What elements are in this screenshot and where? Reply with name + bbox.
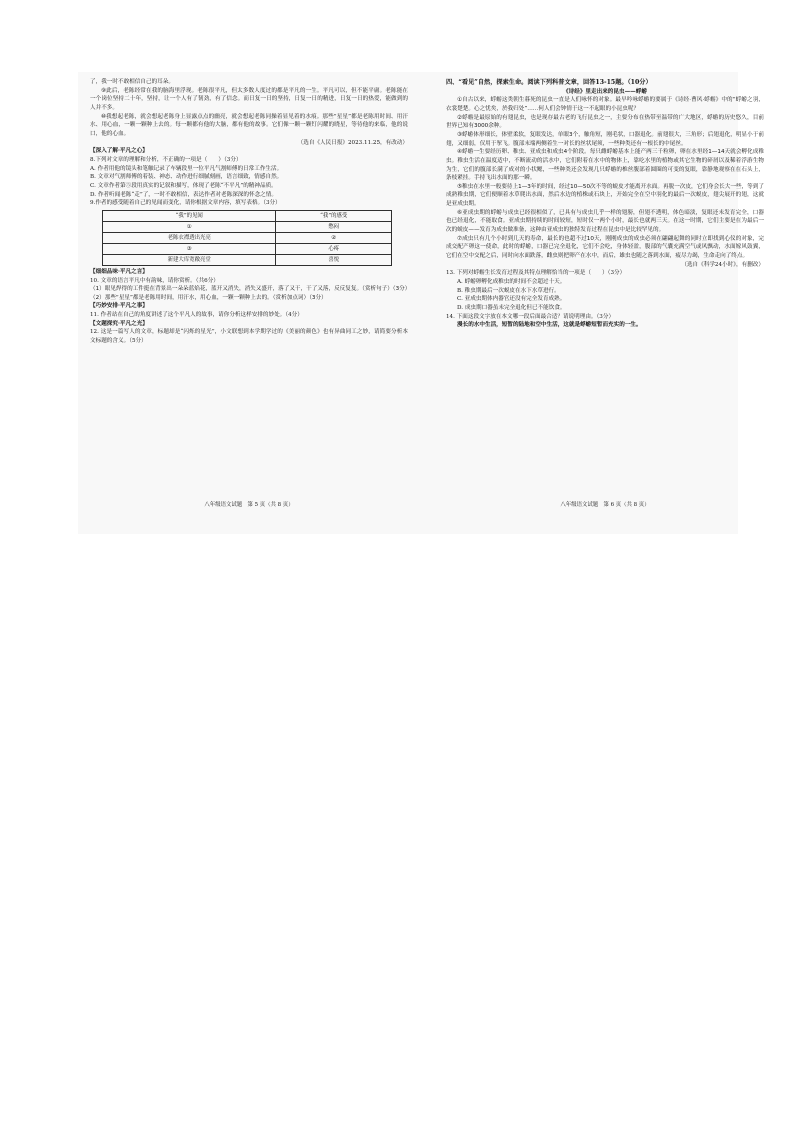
section-heading: 【文题探究·平凡之光】 — [90, 320, 148, 327]
option-a: A. 作者用他的镜头和笔触记录了车辆段里一位平凡气割师傅的日常工作生活。 — [90, 165, 283, 172]
table-cell[interactable]: ② — [276, 232, 392, 243]
paragraph: 了，我一时不敢相信自己的耳朵。 — [90, 79, 174, 85]
paragraph-6: ⑥亚成虫期的蜉蝣与成虫已经很相似了，已具有与成虫几乎一样的翅膀，但翅不透明，体色暗淡，复眼还未发育完全，口器也已经退化，不能取食。亚成虫期持续的时间较短，短时仅一两个小时，最长也就两三天。在这一时期，它们主要是在为最后一次的蜕皮——发育为成虫做准备，这种由亚成虫的独特发育过程在昆虫中是比较罕见的。 — [446, 209, 764, 234]
question-14: 14. 下面这段文字放在本文哪一段后面最合适？请说明理由。（3分） — [446, 313, 615, 320]
table-cell[interactable]: ① — [103, 221, 276, 232]
article-title: 《诗经》里走出来的昆虫——蜉蝣 — [563, 88, 647, 95]
paragraph-2: ②蜉蝣是最原始的有翅昆虫，也是现存最古老的飞行昆虫之一，主要分布在热带至温带的广大地区，蜉蝣的历史悠久，目前世界已知有3000余种。 — [446, 114, 764, 130]
section-heading: 【巧妙安排·平凡之事】 — [90, 303, 148, 310]
question-13: 13. 下列对蜉蝣生长发育过程及其特点理解恰当的一项是（ ）（3分） — [446, 270, 626, 277]
table-cell: 老陈衣襟透出光亮 — [103, 232, 276, 243]
question-9: 9.作者的感受随着自己的见闻而变化，请你根据文章内容，填写表格。（3分） — [90, 200, 281, 207]
option-c: C. 文章作者第⑤段用真实的记叙和描写，体现了老陈“不平凡”的精神品质。 — [90, 182, 277, 189]
table-header-row — [103, 210, 392, 221]
section-heading: 【细细品味·平凡之言】 — [90, 268, 148, 275]
table-header-cell: “我”的感受 — [276, 210, 392, 221]
quote-text: 漫长的水中生活，短暂的陆地和空中生活，这就是蜉蝣短暂而充实的一生。 — [457, 322, 642, 329]
page-footer: 八年级语文试题 第 6 页（共 8 页） — [560, 502, 650, 508]
paragraph-3: ③蜉蝣体形细长，体壁柔软，复眼发达，单眼3个，触角短，刚毛状，口器退化。前翅很大，三角形；后翅退化，明显小于前翅，又细弱，仅用于挈飞。腹部末端两侧着生一对长的丝状尾须，一些种类还有一根长的中尾丝。 — [446, 131, 764, 147]
right-page — [446, 78, 764, 330]
section-title: 四、“看见”自然，探索生命。阅读下列科普文章，回答13-15题。（10分） — [446, 79, 652, 86]
paragraph-5: ⑤稚虫在水里一般要待上1—3年的时间，经过10—50次不等的蜕皮才能离开水面。再脱一次皮，它们身会长大一些，等到了成熟稚虫期，它们便顺着水草爬出水面，然后水边的植株或石块上，开始完全在空中羽化的最后一次蜕皮，翅尖展开的翅，这就是亚成虫期。 — [446, 183, 764, 208]
question-8: 8.下列对文章的理解和分析，不正确的一项是（ ）（3分） — [90, 156, 242, 163]
source-note: （选自《人民日报》2023.11.25，有改动） — [297, 139, 408, 146]
paragraph-9: ⑨此后，老陈经常在我的脑海里浮现。老陈很平凡，但太多数人度过的都是平凡的一生。平凡可以，但不能平庸。老陈能在一个岗位坚持二十年，坚持，让一个人有了韧劲，有了信念。而日复一日的坚持，日复一日的精进，日复一日的热爱，能做到的人并不多。 — [90, 87, 408, 111]
option-b: B. 稚虫期最后一次蜕皮在水下水草进行。 — [457, 287, 560, 294]
source-note: （选自《科学24小时》，有删改） — [681, 261, 764, 268]
table-cell: 憋闷 — [276, 221, 392, 232]
question-12: 12. 这是一篇写人的文章，标题却是“闪烁的星光”，小文联想到本学期学过的《美丽的颜色》也有异曲同工之妙，请简要分析本文标题的含义。（5分） — [90, 329, 408, 345]
left-page — [90, 78, 411, 346]
page-footer: 八年级语文试题 第 5 页（共 8 页） — [204, 502, 294, 508]
question-10: 10. 文章的语言平凡中有韵味，请你赏析。（共6分） — [90, 277, 219, 284]
table-cell: 喜悦 — [276, 254, 392, 265]
paragraph-7: ⑦成虫只有几个小时到几天的寿命，最长的也超不过10天，刚刚成虫的成虫必须在翩翩起舞的同时立即找到心仪的对象，完成交配产卵这一使命，此时的蜉蝣，口器已完全退化，它们不会吃，身体轻盈，腹部的气囊充满空气或风飘动，水面嫁风鼓翼，它们在空中交配之后，同时向水面跌落，雌虫则把卵产在水中，而后，雄虫也随之落到水面，疲尽力竭，生命走向了终点。 — [446, 235, 764, 260]
paragraph-4: ④蜉蝣一生要经历卵、稚虫、亚成虫和成虫4个阶段。每只雌蜉蝣基本上能产两三千粒卵，卵在水里经1—14天就会孵化成稚虫。稚虫生活在温度适中，不断流动的活水中，它们附着在水中的物体上，靠吃水里的植物或其它生物的碎屑以及稀着浮游生物为生，它们的腹部长满了成对的小状鳃，一些种类还会发现几只蜉蝣的椎丝腹部着圆圈的可变的复眼，靠静地观察在在石头上，条枝紧挂。手持飞出水面的那一瞬。 — [446, 149, 764, 182]
table-row — [103, 254, 392, 265]
question-10-1: （1）眼见焊得的工件挺在背景出一朵朵蓝焰花，蓝开又消失，消失又盛开，落了又干，干了又落，反反复复。（赏析句子）（3分） — [90, 286, 411, 293]
table-cell: 新建大库宽敞亮堂 — [103, 254, 276, 265]
paragraph-10: ⑩我想起老陈，就会想起老陈身上显露点点的幽亮，就会想起老陈同操着显见着的水痕。那些“星星”都是老陈用时间、用汗水、用心血，一颗一颗种上去的。每一颗都有他的大脑，都有他的故事。它们像一颗一颗钉闪耀的晓星，等待他的来临，他的说口，他的心血。 — [90, 113, 408, 137]
question-11: 11. 作者站在自己的角度讲述了这个平凡人的故事，请你分析这样安排的妙处。（4分） — [90, 312, 303, 319]
exam-sheet — [78, 72, 764, 534]
feeling-table — [102, 210, 392, 266]
table-cell: 心疼 — [276, 243, 392, 254]
option-d: D. 作者听闻老陈“走”了，一时不敢相信，表达作者对老陈深深的怀念之情。 — [90, 191, 277, 198]
table-row — [103, 243, 392, 254]
option-d: D. 成虫期口器虽未完全退化但已不能饮食。 — [457, 305, 566, 312]
option-c: C. 亚成虫期体内器官还没有完全发育成熟。 — [457, 296, 566, 303]
table-row — [103, 232, 392, 243]
table-header-cell: “我”的见闻 — [103, 210, 276, 221]
table-cell[interactable]: ③ — [103, 243, 276, 254]
section-heading: 【深入了解·平凡之心】 — [90, 148, 148, 155]
paragraph-1: ①自古以来，蜉蝣这类朝生暮死的昆虫一直是人们咏怀的对象。最早吟咏蜉蝣的要属于《诗经·曹风·蜉蝣》中的“蜉蝣之羽，衣裳楚楚。心之忧矣，於我归处”……何人们会钟情于这一不起眼的小昆虫呢？ — [446, 97, 764, 112]
option-a: A. 蜉蝣卵孵化成稚虫的时间不会超过十天。 — [457, 279, 566, 286]
table-row — [103, 221, 392, 232]
option-b: B. 文章对气割师傅的着装、神态、动作进行细腻刻画，语言细致，情感自然。 — [90, 174, 283, 181]
question-10-2: （2）那些“星星”都是老陈用时间，用汗水，用心血，一颗一颗种上去的。（赏析加点词）（3分） — [90, 294, 327, 301]
